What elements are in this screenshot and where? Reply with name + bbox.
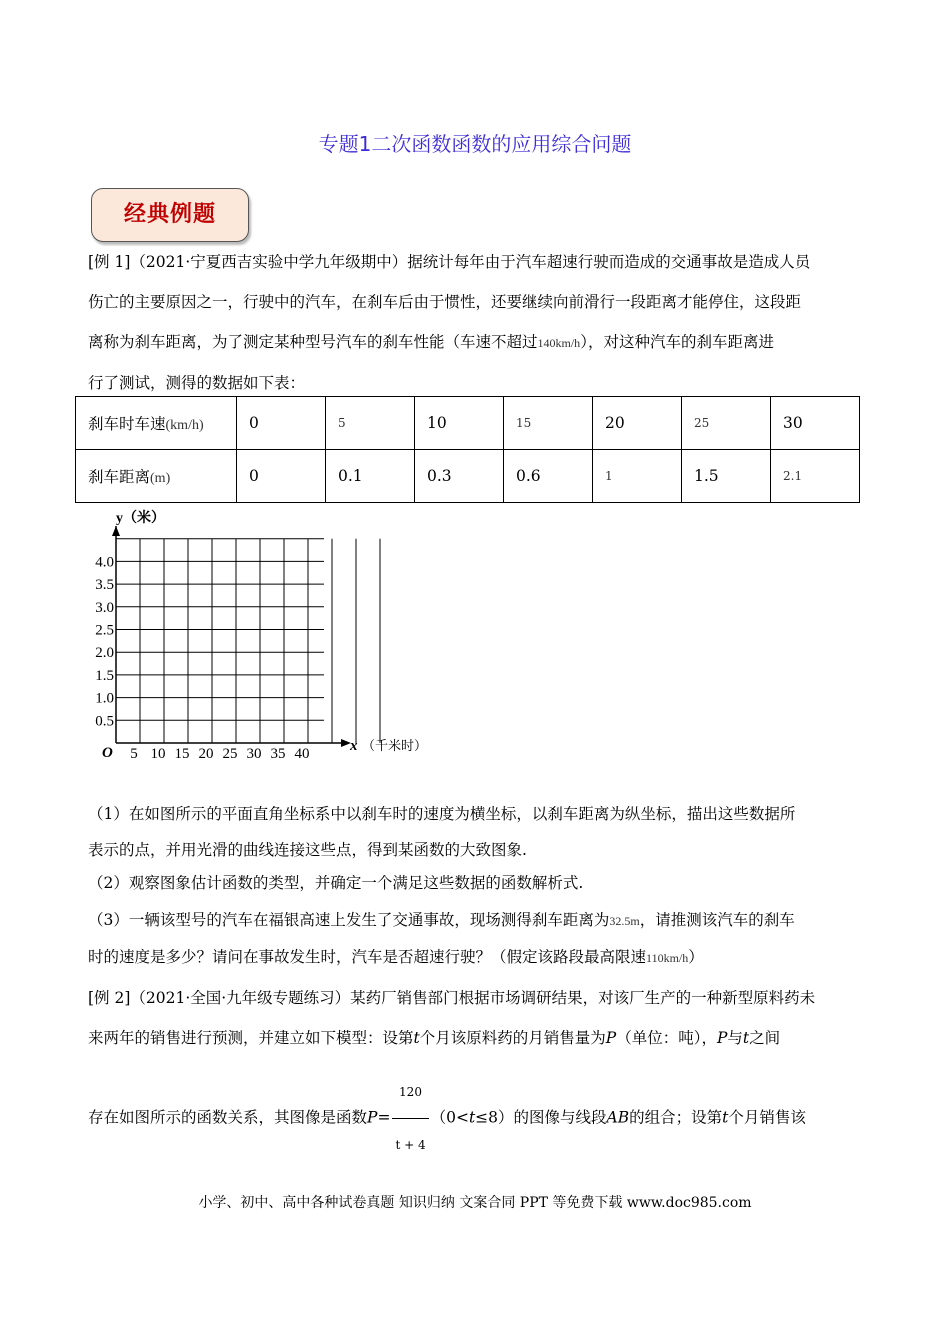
table-cell: 1 (593, 450, 682, 503)
question-2: （2）观察图象估计函数的类型，并确定一个满足这些数据的函数解析式. (88, 874, 584, 892)
grid-lines (116, 539, 380, 743)
y-tick-label: 1.0 (95, 690, 114, 707)
fraction-numerator: 120 (392, 1066, 428, 1119)
ex2-text: ≤8）的图像与线段 (475, 1108, 607, 1127)
example-1-line-4: 行了测试，测得的数据如下表： (88, 374, 306, 392)
question-3 (88, 902, 863, 976)
row-unit: (km/h) (165, 418, 204, 433)
y-tick-label: 3.5 (95, 577, 114, 594)
y-tick-label: 1.5 (95, 667, 114, 684)
distance-unit: 32.5m (609, 914, 640, 928)
question-1 (88, 796, 863, 868)
speed-limit-unit: 140km/h (537, 336, 581, 350)
question-3-a: （3）一辆该型号的汽车在福银高速上发生了交通事故，现场测得刹车距离为 (88, 911, 610, 929)
question-1-line-2: 表示的点，并用光滑的曲线连接这些点，得到某函数的大致图象. (88, 841, 527, 859)
var-t: t (468, 1108, 476, 1127)
table-cell: 0.1 (326, 450, 415, 503)
fraction (392, 1066, 428, 1171)
ex2-text: （单位：吨）， (616, 1029, 717, 1047)
example-2-line-3 (88, 1066, 863, 1171)
table-row (76, 450, 860, 503)
example-1-line-2: 伤亡的主要原因之一，行驶中的汽车，在刹车后由于惯性，还要继续向前滑行一段距离才能停住，这段距 (88, 293, 802, 311)
y-tick-label: 2.5 (95, 622, 114, 639)
ex2-text: 个月销售该 (728, 1108, 806, 1127)
var-p: P (716, 1029, 728, 1047)
y-tick-label: 2.0 (95, 645, 114, 662)
table-cell: 15 (504, 397, 593, 450)
origin-label: O (102, 745, 113, 761)
x-tick-label: 20 (198, 746, 214, 762)
example-1-line-3-b: ），对这种汽车的刹车距离进 (580, 333, 774, 351)
y-tick-label: 3.0 (95, 599, 114, 616)
ex2-text: 与 (727, 1029, 743, 1047)
table-cell: 0 (237, 397, 326, 450)
y-tick-label: 4.0 (95, 554, 114, 571)
x-tick-label: 5 (130, 746, 138, 762)
var-t: t (722, 1108, 729, 1127)
x-tick-label: 10 (150, 746, 166, 762)
x-tick-label: 40 (294, 746, 310, 762)
example-1-text (88, 242, 860, 403)
function-p: P= (367, 1108, 391, 1127)
question-3-c: 时的速度是多少？请问在事故发生时，汽车是否超速行驶？（假定该路段最高限速 (88, 948, 647, 966)
x-axis-unit: （千米时） (362, 738, 428, 753)
table-cell: 0 (237, 450, 326, 503)
example-1-line-3-a: 离称为刹车距离，为了测定某种型号汽车的刹车性能（车速不超过 (88, 333, 538, 351)
coordinate-grid (88, 506, 448, 766)
table-cell: 2.1 (771, 450, 860, 503)
row-header-distance (76, 450, 237, 503)
ex2-text: 来两年的销售进行预测，并建立如下模型：设第 (88, 1029, 414, 1047)
page-title: 专题1二次函数函数的应用综合问题 (318, 132, 632, 156)
ex2-text: 之间 (749, 1029, 781, 1047)
example-1-line-1: [例 1]（2021·宁夏西吉实验中学九年级期中）据统计每年由于汽车超速行驶而造成的交通事故是造成人员 (88, 253, 811, 271)
section-badge: 经典例题 (91, 188, 249, 242)
fraction-denominator: t + 4 (395, 1138, 426, 1152)
question-3-d: ） (688, 948, 704, 966)
axes (112, 526, 351, 747)
row-label: 刹车距离 (88, 468, 151, 486)
x-axis-var: x (350, 738, 358, 754)
example-2-line-1: [例 2]（2021·全国·九年级专题练习）某药厂销售部门根据市场调研结果，对该厂生产的一种新型原料药未 (88, 989, 816, 1007)
table-cell: 20 (593, 397, 682, 450)
row-label: 刹车时车速 (88, 415, 166, 433)
table-row (76, 397, 860, 450)
row-unit: (m) (150, 471, 171, 486)
var-t: t (413, 1029, 420, 1047)
var-t: t (742, 1029, 750, 1047)
ex2-text: 的组合；设第 (629, 1108, 723, 1127)
y-axis-label: y（米） (116, 511, 165, 526)
row-header-speed (76, 397, 237, 450)
table-cell: 0.3 (415, 450, 504, 503)
question-3-line-1 (88, 902, 863, 939)
table-cell: 25 (682, 397, 771, 450)
ex2-text: （0< (430, 1108, 469, 1127)
x-tick-label: 25 (222, 746, 238, 762)
x-tick-label: 15 (174, 746, 190, 762)
example-2-text (88, 978, 863, 1058)
table-cell: 1.5 (682, 450, 771, 503)
question-3-b: ，请推测该汽车的刹车 (639, 911, 795, 929)
table-cell: 0.6 (504, 450, 593, 503)
page-footer: 小学、初中、高中各种试卷真题 知识归纳 文案合同 PPT 等免费下载 www.doc985.com (198, 1195, 752, 1211)
var-p: P (605, 1029, 617, 1047)
table-cell: 5 (326, 397, 415, 450)
x-tick-label: 30 (246, 746, 262, 762)
ex2-text: 存在如图所示的函数关系，其图像是函数 (88, 1108, 368, 1127)
table-cell: 30 (771, 397, 860, 450)
example-1-line-3 (88, 322, 860, 363)
question-1-line-1: （1）在如图所示的平面直角坐标系中以刹车时的速度为横坐标，以刹车距离为纵坐标，描出这些数据所 (88, 805, 796, 823)
example-2-line-2 (88, 1018, 863, 1058)
braking-data-table (75, 396, 860, 503)
table-cell: 10 (415, 397, 504, 450)
speed-limit-unit-2: 110km/h (646, 951, 689, 965)
ex2-text: 个月该原料药的月销售量为 (419, 1029, 606, 1047)
y-axis-arrow (112, 526, 120, 536)
segment-ab: AB (606, 1108, 630, 1127)
tick-labels (95, 554, 309, 762)
x-tick-label: 35 (270, 746, 286, 762)
y-tick-label: 0.5 (95, 713, 114, 730)
question-3-line-2 (88, 939, 863, 976)
